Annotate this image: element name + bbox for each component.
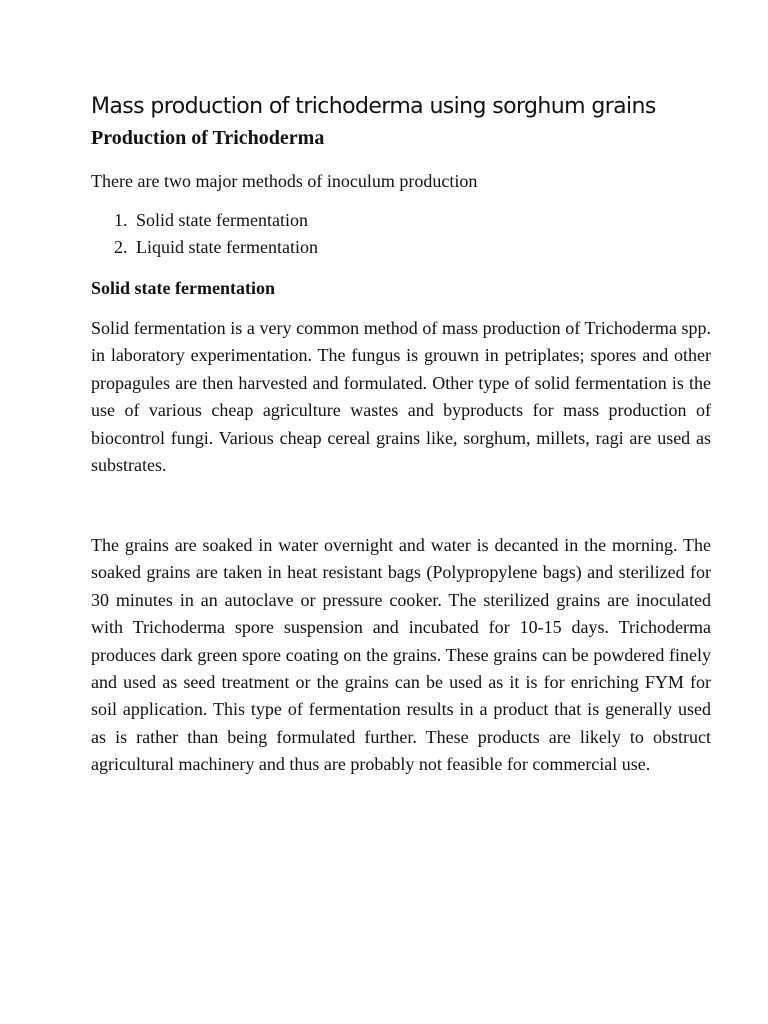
document-title: Mass production of trichoderma using sorghum grains (91, 94, 656, 119)
paragraph: The grains are soaked in water overnight and water is decanted in the morning. The soaked grains are taken in heat resistant bags (Polypropylene bags) and sterilized for 30 minutes in an autoclave or pressure cooker. The sterilized grains are inoculated with Trichoderma spore suspension and incubated for 10-15 days. Trichoderma produces dark green spore coating on the grains. These grains can be powdered finely and used as seed treatment or the grains can be used as it is for enriching FYM for soil application. This type of fermentation results in a product that is generally used as is rather than being formulated further. These products are likely to obstruct agricultural machinery and thus are probably not feasible for commercial use. (91, 535, 711, 775)
list-item (114, 236, 318, 263)
section-heading: Solid state fermentation (91, 278, 275, 298)
list-item (114, 209, 318, 236)
list-item-number: 1. (114, 210, 128, 230)
paragraph: Solid fermentation is a very common method of mass production of Trichoderma spp. in laboratory experimentation. The fungus is grouwn in petriplates; spores and other propagules are then harvested and formulated. Other type of solid fermentation is the use of various cheap agriculture wastes and byproducts for mass production of biocontrol fungi. Various cheap cereal grains like, sorghum, millets, ragi are used as substrates. (91, 318, 711, 476)
list-item-number: 2. (114, 237, 128, 257)
document-heading: Production of Trichoderma (91, 127, 325, 149)
list-item-label: Liquid state fermentation (136, 237, 318, 257)
intro-text: There are two major methods of inoculum production (91, 171, 478, 191)
methods-list (114, 209, 318, 263)
list-item-label: Solid state fermentation (136, 210, 308, 230)
